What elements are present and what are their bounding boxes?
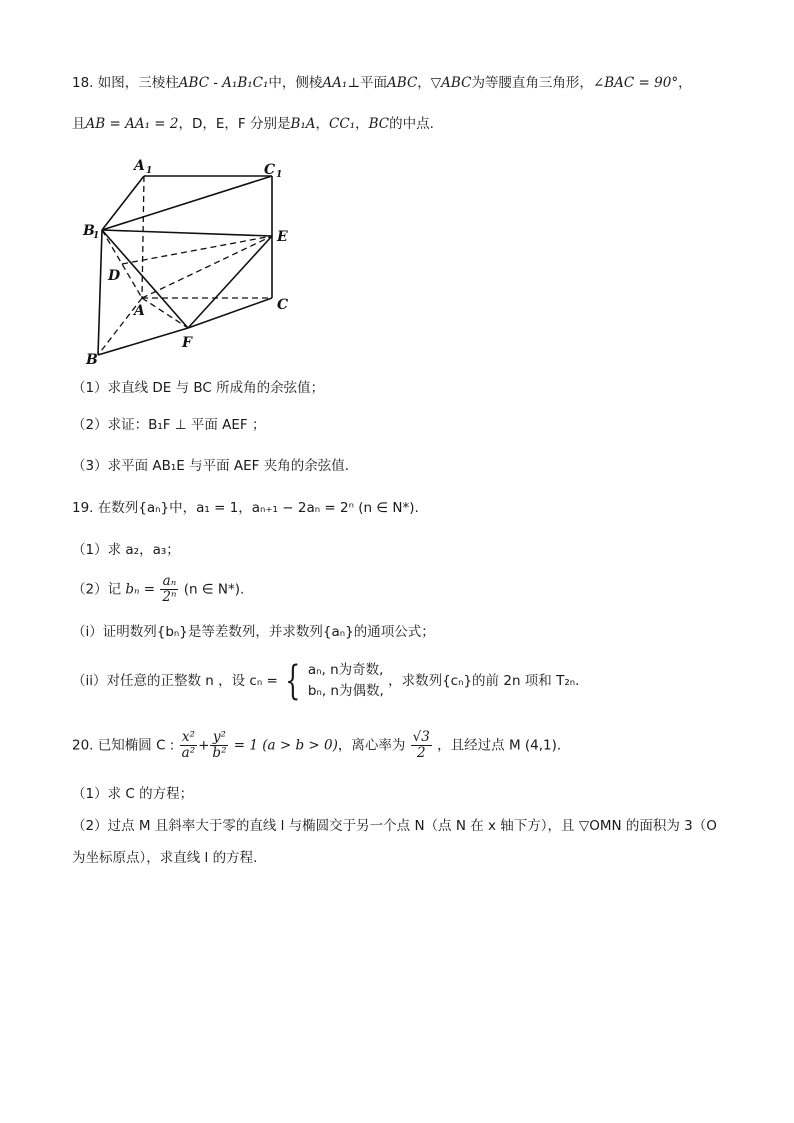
- label-b1: B: [83, 223, 95, 239]
- q18-triangle: ▽ABC: [430, 75, 472, 91]
- q19-cases: [308, 660, 384, 702]
- q20-ecc-fraction: [411, 730, 432, 761]
- label-c: C: [277, 297, 289, 313]
- q19-sub2-lhs: bₙ =: [125, 581, 156, 598]
- label-a1-sub: 1: [146, 166, 153, 176]
- label-e: E: [277, 229, 288, 245]
- q18-comma-2: ，: [678, 75, 692, 91]
- label-c1: C: [264, 162, 276, 178]
- label-b1-sub: 1: [93, 231, 100, 241]
- q19-bn-fraction: [160, 574, 178, 605]
- q18-plane-word: 平面: [360, 75, 388, 91]
- q19-sub2-i: （i）证明数列{bₙ}是等差数列，并求数列{aₙ}的通项公式；: [72, 624, 435, 640]
- prism-figure: [78, 150, 308, 370]
- q18-seg-cc1: CC₁: [329, 116, 356, 132]
- q18-sub2: （2）求证：B₁F ⊥ 平面 AEF ；: [72, 417, 266, 433]
- q19-case-even: bₙ, n为偶数,: [307, 683, 384, 699]
- q19-frac-num: aₙ: [160, 574, 178, 590]
- q18-sub1: （1）求直线 DE 与 BC 所成角的余弦值；: [72, 380, 325, 396]
- q20-ecc-num: √3: [412, 729, 430, 745]
- q20-ecc-den: 2: [416, 745, 426, 761]
- q19-sub2-ii-suffix: ，求数列{cₙ}的前 2n 项和 T₂ₙ.: [388, 673, 580, 689]
- q20-fraction-y: [210, 730, 228, 761]
- q19-frac-den: 2ⁿ: [162, 589, 177, 605]
- q19-stem-text: 在数列{aₙ}中，a₁ = 1，aₙ₊₁ − 2aₙ = 2ⁿ (n ∈ N*).: [97, 500, 419, 516]
- q18-text-2: 为等腰直角三角形，: [471, 75, 593, 91]
- q18-stem-line1: [72, 73, 692, 93]
- q19-sub2-prefix: （2）记: [72, 581, 122, 598]
- label-c1-sub: 1: [276, 170, 283, 180]
- q18-cond-suffix: 的中点.: [389, 116, 434, 132]
- q18-cond-eq: AB = AA₁ = 2: [85, 116, 179, 132]
- q19-case-odd: aₙ, n为奇数,: [307, 662, 384, 678]
- q20-sub1: （1）求 C 的方程；: [72, 786, 194, 802]
- label-f: F: [182, 335, 192, 351]
- q19-sub2-ii-prefix: （ii）对任意的正整数 n ，设 cₙ =: [72, 673, 278, 689]
- q18-cond-prefix: 且: [72, 116, 86, 132]
- q20-sub2-line2: 为坐标原点），求直线 l 的方程.: [72, 850, 258, 866]
- q20-eq-rest: = 1 (a > b > 0): [233, 737, 338, 754]
- q18-seg-bc: BC: [368, 116, 390, 132]
- q20-plus: +: [198, 737, 210, 754]
- q18-text: 中，侧棱: [268, 75, 323, 91]
- q18-number: 18.: [72, 75, 94, 91]
- q20-stem-prefix: 已知椭圆 C :: [97, 737, 175, 754]
- q20-number: 20.: [72, 737, 94, 754]
- q18-perp-symbol: ⊥: [347, 75, 361, 91]
- q19-sub1: （1）求 a₂，a₃；: [72, 542, 180, 558]
- q19-sub2-ii: [72, 660, 579, 702]
- q20-ecc-text: ，离心率为: [337, 737, 406, 754]
- q20-y2: y²: [210, 730, 228, 746]
- q18-seg-b1a: B₁A: [290, 116, 316, 132]
- label-b: B: [86, 352, 98, 368]
- q19-number: 19.: [72, 500, 94, 516]
- label-a1: A: [134, 158, 145, 174]
- q18-comma: ，: [417, 75, 431, 91]
- q18-intro: 如图，三棱柱: [97, 75, 179, 91]
- label-d: D: [108, 268, 121, 284]
- q18-stem-line2: 且AB = AA₁ = 2，D，E，F 分别是B₁A，CC₁，BC的中点.: [72, 116, 434, 132]
- q18-sub3: （3）求平面 AB₁E 与平面 AEF 夹角的余弦值.: [72, 458, 350, 474]
- q19-sub2-suffix: (n ∈ N*).: [183, 581, 245, 598]
- q18-cond-mid: ，D，E，F 分别是: [178, 116, 291, 132]
- q20-b2: b²: [212, 745, 227, 761]
- q19-stem: [72, 498, 419, 518]
- label-a: A: [134, 303, 145, 319]
- q20-stem-suffix: ，且经过点 M (4,1).: [437, 737, 562, 754]
- q18-edge: AA₁: [322, 75, 348, 91]
- q20-stem: [72, 730, 561, 761]
- q18-angle: ∠BAC = 90°: [592, 75, 679, 91]
- q18-plane-abc: ABC: [387, 75, 418, 91]
- q18-prism: ABC - A₁B₁C₁: [178, 75, 269, 91]
- q20-fraction-x: [180, 730, 197, 761]
- q19-sub2: [72, 574, 244, 605]
- q20-sub2-line1: （2）过点 M 且斜率大于零的直线 l 与椭圆交于另一个点 N（点 N 在 x 轴下方），且 ▽OMN 的面积为 3（O: [72, 818, 717, 834]
- q19-cases-brace: {: [285, 658, 301, 704]
- q20-a2: a²: [181, 745, 196, 761]
- q20-x2: x²: [180, 730, 197, 746]
